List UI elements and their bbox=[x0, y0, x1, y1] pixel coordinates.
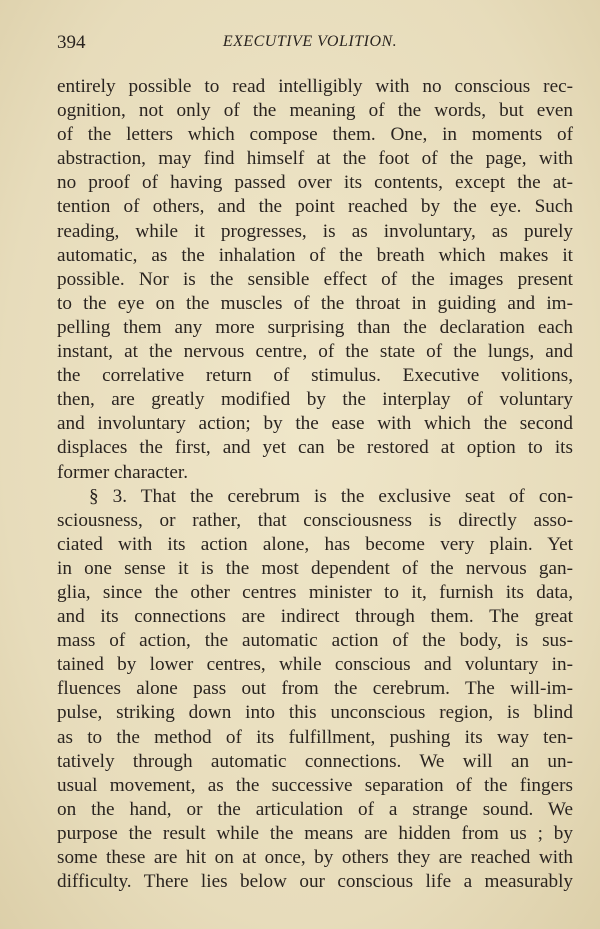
text-line: instant, at the nervous centre, of the state of the lungs, and bbox=[57, 341, 573, 363]
text-line: reading, while it progresses, is as involuntary, as purely bbox=[57, 220, 573, 242]
running-title: EXECUTIVE VOLITION. bbox=[222, 33, 398, 50]
paragraph bbox=[57, 485, 573, 895]
text-line: former character. bbox=[57, 461, 189, 483]
text-line: ognition, not only of the meaning of the words, but even bbox=[57, 100, 573, 122]
text-line: purpose the result while the means are hidden from us ; by bbox=[57, 822, 573, 844]
text-line: fluences alone pass out from the cerebrum. The will-im- bbox=[57, 678, 573, 700]
text-line: of the letters which compose them. One, in moments of bbox=[57, 124, 573, 146]
text-line: to the eye on the muscles of the throat in guiding and im- bbox=[57, 292, 573, 314]
text-line: the correlative return of stimulus. Executive volitions, bbox=[57, 365, 573, 387]
text-line: ciated with its action alone, has become very plain. Yet bbox=[57, 533, 573, 555]
page-body bbox=[57, 75, 573, 894]
text-line: some these are hit on at once, by others they are reached with bbox=[57, 847, 573, 868]
text-line: in one sense it is the most dependent of the nervous gan- bbox=[57, 557, 573, 579]
text-line: tatively through automatic connections. We will an un- bbox=[57, 750, 573, 772]
text-line: then, are greatly modified by the interplay of voluntary bbox=[57, 389, 573, 411]
text-line: sciousness, or rather, that consciousness is directly asso- bbox=[57, 509, 573, 531]
text-line: tention of others, and the point reached by the eye. Such bbox=[57, 196, 573, 218]
text-line: displaces the first, and yet can be restored at option to its bbox=[57, 437, 573, 459]
text-line: automatic, as the inhalation of the breath which makes it bbox=[57, 244, 573, 266]
page-number: 394 bbox=[57, 32, 86, 53]
text-line: usual movement, as the successive separation of the fingers bbox=[57, 774, 573, 796]
paragraph bbox=[57, 75, 573, 485]
text-line: on the hand, or the articulation of a strange sound. We bbox=[57, 798, 573, 820]
text-line: as to the method of its fulfillment, pushing its way ten- bbox=[57, 726, 573, 748]
text-line: tained by lower centres, while conscious and voluntary in- bbox=[57, 654, 573, 676]
text-line: pulse, striking down into this unconscious region, is blind bbox=[57, 702, 573, 724]
text-line: entirely possible to read intelligibly with no conscious rec- bbox=[57, 76, 573, 97]
text-line: § 3. That the cerebrum is the exclusive seat of con- bbox=[89, 485, 573, 507]
text-line: and its connections are indirect through them. The great bbox=[57, 606, 573, 628]
text-line: possible. Nor is the sensible effect of the images present bbox=[57, 268, 573, 290]
text-line: and involuntary action; by the ease with which the second bbox=[57, 413, 573, 435]
text-line: glia, since the other centres minister to it, furnish its data, bbox=[57, 581, 573, 603]
text-line: no proof of having passed over its contents, except the at- bbox=[57, 172, 573, 194]
text-line: abstraction, may find himself at the foot of the page, with bbox=[57, 148, 573, 170]
text-line: difficulty. There lies below our conscious life a measurably bbox=[57, 871, 573, 893]
text-line: pelling them any more surprising than the declaration each bbox=[57, 316, 573, 338]
text-line: mass of action, the automatic action of the body, is sus- bbox=[57, 630, 573, 652]
